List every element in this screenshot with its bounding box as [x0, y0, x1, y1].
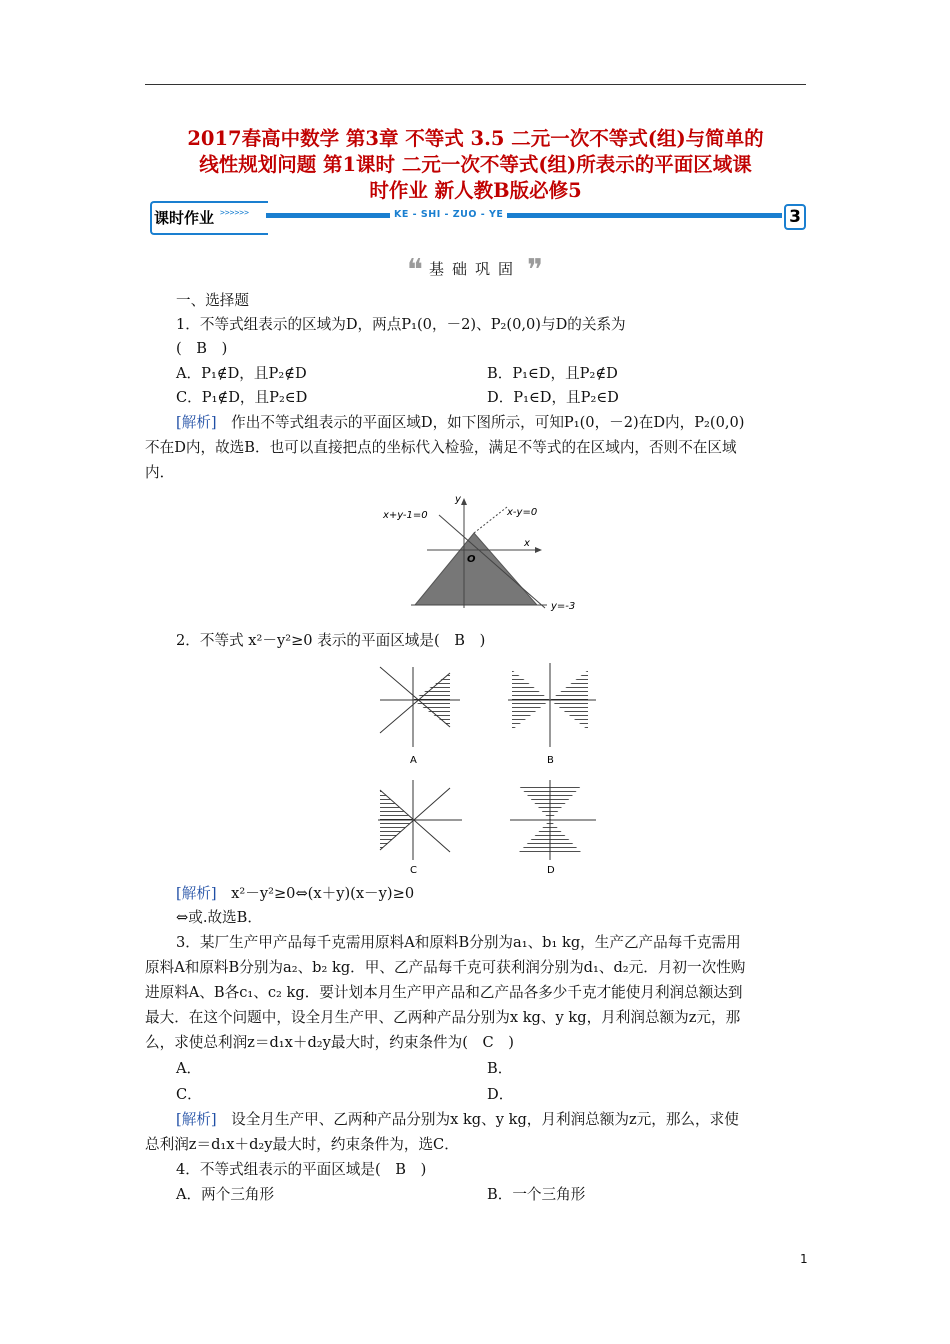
q3-option-c: C． [176, 1086, 202, 1103]
q1-option-a: A．P₁∉D，且P₂∉D [176, 365, 307, 382]
fig1-x-arrow [535, 547, 542, 553]
title-line-3: 时作业 新人教B版必修5 [369, 179, 582, 202]
fig1-label-y3: y=-3 [551, 601, 576, 612]
q3-analysis-tag: [解析] [176, 1111, 217, 1128]
fig2-b-label: B [547, 755, 554, 766]
q3-line-4: 最大．在这个问题中，设全月生产甲、乙两种产品分别为x kg、y kg，月利润总额为z元，那 [145, 1009, 741, 1026]
q1-option-b: B．P₁∈D，且P₂∉D [487, 365, 618, 382]
figure-1-region-d [375, 490, 585, 615]
fig2-option-c [378, 780, 462, 876]
fig2-a-hatch [413, 673, 450, 700]
q3-analysis-line-2: 总利润z＝d₁x＋d₂y最大时，约束条件为，选C． [145, 1136, 459, 1153]
fig1-shaded-region [415, 533, 537, 605]
q1-analysis-line-1 [176, 413, 745, 433]
fig2-a-hatch-2 [413, 700, 450, 727]
title-line-1: 2017春高中数学 第3章 不等式 3.5 二元一次不等式(组)与简单的 [187, 127, 764, 150]
q3-option-a: A． [176, 1060, 202, 1077]
banner-arrows: >>>>>> [220, 208, 249, 217]
page-number: 1 [800, 1252, 808, 1266]
fig2-option-b [508, 663, 596, 766]
q4-option-a: A．两个三角形 [176, 1186, 275, 1203]
q2-stem: 2．不等式 x²－y²≥0 表示的平面区域是( B ) [176, 632, 486, 649]
title-line-2: 线性规划问题 第1课时 二元一次不等式(组)所表示的平面区域课 [199, 153, 752, 176]
section-heading [0, 253, 950, 288]
banner-pinyin: KE - SHI - ZUO - YE [390, 209, 507, 220]
banner-bar [266, 213, 782, 218]
fig2-a-label: A [410, 755, 417, 766]
q3-line-1: 3．某厂生产甲产品每千克需用原料A和原料B分别为a₁、b₁ kg，生产乙产品每千克需用 [176, 934, 741, 951]
q1-stem: 1．不等式组表示的区域为D，两点P₁(0，－2)、P₂(0,0)与D的关系为 [176, 316, 626, 333]
q3-line-5: 么，求使总利润z＝d₁x＋d₂y最大时，约束条件为( C ) [145, 1034, 514, 1051]
fig1-axis-x: x [524, 538, 530, 549]
q3-analysis-text-1: 设全月生产甲、乙两种产品分别为x kg、y kg，月利润总额为z元，那么，求使 [216, 1111, 739, 1128]
close-quote-icon: ❞ [527, 253, 544, 288]
q4-stem: 4．不等式组表示的平面区域是( B ) [176, 1161, 427, 1178]
part-one-heading: 一、选择题 [176, 292, 249, 309]
q2-analysis-text-1: x²－y²≥0⇔(x＋y)(x－y)≥0 [216, 885, 415, 902]
fig1-axis-y: y [455, 494, 461, 505]
fig2-d-label: D [547, 865, 555, 876]
banner-label: 课时作业 [154, 209, 215, 227]
fig1-line-x-minus-y [474, 507, 507, 533]
fig1-label-line1: x+y-1=0 [383, 510, 428, 521]
fig1-label-line2: x-y=0 [507, 507, 538, 518]
header-rule [145, 84, 806, 85]
q2-analysis-line-1 [176, 884, 414, 904]
q3-option-d: D． [487, 1086, 514, 1103]
fig1-y-arrow [461, 498, 467, 505]
open-quote-icon: ❝ [406, 253, 423, 288]
q2-analysis-line-2: ⇔或.故选B． [176, 909, 262, 926]
document-title [145, 126, 806, 204]
q3-option-b: B． [487, 1060, 513, 1077]
fig2-c-label: C [410, 865, 417, 876]
q1-option-d: D．P₁∈D，且P₂∈D [487, 389, 619, 406]
q1-option-c: C．P₁∉D，且P₂∈D [176, 389, 308, 406]
q2-analysis-tag: [解析] [176, 885, 217, 902]
homework-banner [150, 201, 806, 235]
q3-line-2: 原料A和原料B分别为a₂、b₂ kg．甲、乙产品每千克可获利润分别为d₁、d₂元．月初一次性购 [145, 959, 746, 976]
section-title: 基础巩固 [428, 260, 521, 278]
fig1-origin: O [467, 554, 476, 565]
q1-answer: ( B ) [176, 340, 228, 357]
figure-2-options [370, 655, 610, 880]
q1-analysis-tag: [解析] [176, 414, 217, 431]
banner-number: 3 [784, 204, 806, 230]
q1-analysis-line-3: 内． [145, 464, 175, 481]
fig2-option-d [510, 780, 596, 876]
q1-analysis-line-2: 不在D内，故选B．也可以直接把点的坐标代入检验，满足不等式的在区域内，否则不在区域 [145, 439, 737, 456]
q4-option-b: B．一个三角形 [487, 1186, 586, 1203]
q3-line-3: 进原料A、B各c₁、c₂ kg．要计划本月生产甲产品和乙产品各多少千克才能使月利润总额达到 [145, 984, 743, 1001]
q1-analysis-text-1: 作出不等式组表示的平面区域D，如下图所示，可知P₁(0，－2)在D内，P₂(0,0) [216, 414, 745, 431]
fig2-option-a [380, 667, 460, 766]
q3-analysis-line-1 [176, 1110, 739, 1130]
